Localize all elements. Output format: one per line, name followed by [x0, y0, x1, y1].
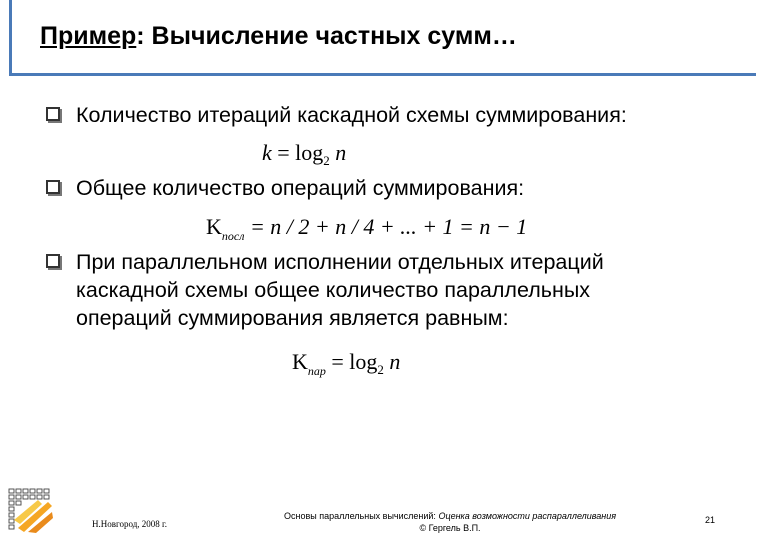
footer-location-date: Н.Новгород, 2008 г.	[92, 519, 167, 529]
frame-horizontal-line	[9, 73, 756, 76]
bullet-1	[46, 101, 627, 129]
bullet-3-line-2: каскадной схемы общее количество параллельных	[76, 278, 591, 302]
slide-title-prefix: Пример	[40, 22, 137, 50]
bullet-3-line-1: При параллельном исполнении отдельных итераций	[76, 250, 604, 274]
bullet-2	[46, 174, 524, 202]
bullet-2-text: Общее количество операций суммирования:	[76, 176, 525, 200]
checkbox-bullet-icon	[46, 180, 60, 194]
bullet-3-line-3: операций суммирования является равным:	[76, 306, 509, 330]
page-number: 21	[705, 515, 716, 525]
formula-parallel-ops: $K_{пар} = \log_2 n$	[292, 349, 401, 378]
footer-course-info	[240, 510, 660, 534]
footer-author: © Гергель В.П.	[419, 523, 481, 533]
bullet-1-text: Количество итераций каскадной схемы суммирования:	[76, 103, 627, 127]
footer-topic: Оценка возможности распараллеливания	[438, 511, 617, 521]
frame-vertical-line	[9, 0, 12, 76]
formula-iterations: $k = \log_2 n$	[262, 140, 347, 168]
bullet-3	[46, 248, 604, 332]
university-logo-icon	[8, 488, 54, 534]
slide-title-rest: : Вычисление частных сумм…	[136, 22, 517, 50]
footer-course-name: Основы параллельных вычислений:	[283, 511, 439, 521]
formula-sequential-ops: $K_{посл} = n / 2 + n / 4$ + ... + 1 = n − 1	[206, 214, 528, 243]
slide-title	[40, 22, 517, 51]
checkbox-bullet-icon	[46, 107, 60, 121]
checkbox-bullet-icon	[46, 254, 60, 268]
